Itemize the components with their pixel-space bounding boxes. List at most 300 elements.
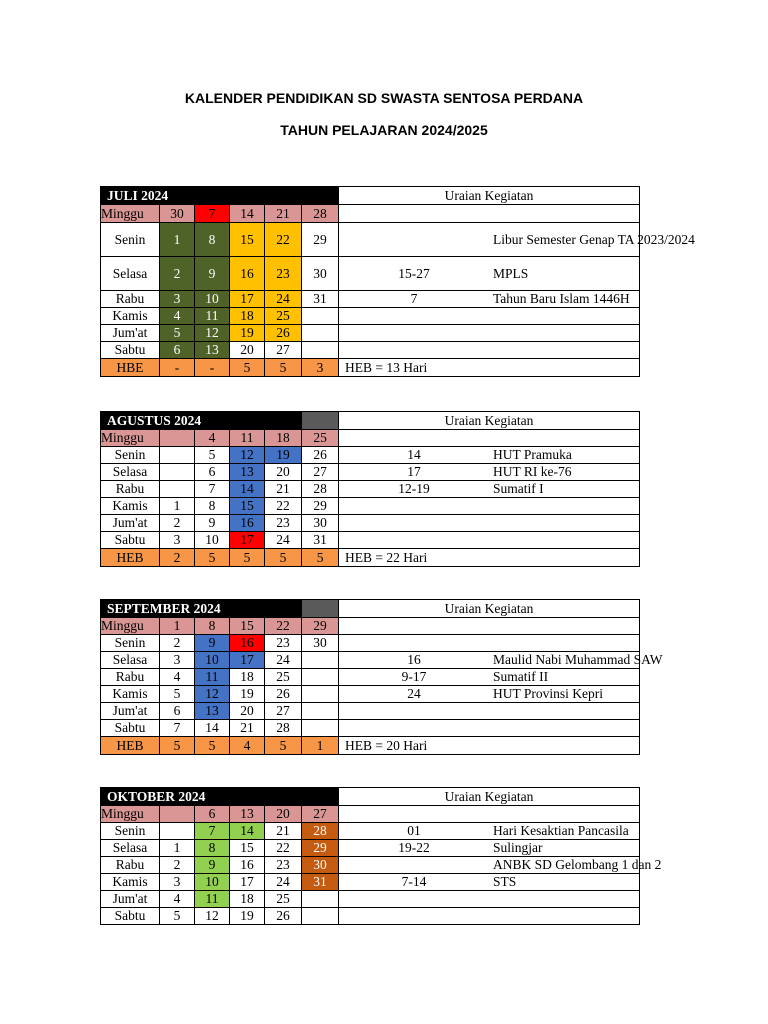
calendar-row	[101, 635, 339, 652]
date-cell: 11	[195, 891, 230, 908]
activity-row	[339, 686, 640, 703]
calendar-row	[101, 686, 339, 703]
activity-row	[339, 618, 640, 635]
date-cell: 20	[265, 464, 302, 481]
activity-text	[489, 908, 640, 925]
date-cell: 23	[265, 635, 302, 652]
date-cell	[302, 720, 339, 737]
date-cell: 30	[302, 515, 339, 532]
month-calendar-table	[100, 787, 339, 925]
date-cell: 5	[302, 549, 339, 567]
activity-date	[339, 891, 490, 908]
calendar-row	[101, 720, 339, 737]
date-cell: 28	[302, 823, 339, 840]
date-cell: 5	[265, 737, 302, 755]
calendar-row	[101, 359, 339, 377]
date-cell: 17	[230, 532, 265, 549]
activity-row	[339, 515, 640, 532]
activity-date	[339, 532, 490, 549]
date-cell: 18	[230, 891, 265, 908]
date-cell: 19	[230, 908, 265, 925]
activity-text	[489, 515, 640, 532]
activity-row	[339, 720, 640, 737]
calendar-row	[101, 652, 339, 669]
date-cell: 10	[195, 291, 230, 308]
calendar-row	[101, 447, 339, 464]
activity-table	[338, 787, 662, 925]
day-label: Rabu	[101, 669, 160, 686]
calendar-row	[101, 618, 339, 635]
date-cell: 24	[265, 652, 302, 669]
date-cell: 21	[265, 481, 302, 498]
date-cell: 6	[195, 464, 230, 481]
date-cell: 8	[195, 223, 230, 257]
date-cell: 9	[195, 857, 230, 874]
activity-header: Uraian Kegiatan	[339, 600, 640, 618]
date-cell: 13	[195, 342, 230, 359]
date-cell	[160, 481, 195, 498]
date-cell: 4	[160, 308, 195, 325]
activity-header: Uraian Kegiatan	[339, 412, 640, 430]
date-cell: 18	[265, 430, 302, 447]
date-cell: 8	[195, 840, 230, 857]
activity-date: 17	[339, 464, 490, 481]
date-cell: 4	[195, 430, 230, 447]
activity-date: 24	[339, 686, 490, 703]
activity-text	[489, 498, 640, 515]
calendar-row	[101, 823, 339, 840]
activity-row	[339, 291, 640, 308]
date-cell: 1	[160, 223, 195, 257]
calendar-row	[101, 703, 339, 720]
date-cell	[160, 464, 195, 481]
day-label: Rabu	[101, 481, 160, 498]
calendar-row	[101, 464, 339, 481]
date-cell: 23	[265, 257, 302, 291]
activity-date: 01	[339, 823, 490, 840]
date-cell: 25	[265, 308, 302, 325]
activity-date: 7	[339, 291, 490, 308]
date-cell: 2	[160, 635, 195, 652]
day-label: Kamis	[101, 308, 160, 325]
month-header-filler	[302, 187, 339, 205]
calendar-row	[101, 532, 339, 549]
date-cell: 20	[230, 342, 265, 359]
day-label: Jum'at	[101, 515, 160, 532]
date-cell: 29	[302, 840, 339, 857]
month-name: JULI 2024	[101, 187, 302, 205]
calendar-row	[101, 908, 339, 925]
date-cell: 17	[230, 291, 265, 308]
date-cell: 7	[195, 481, 230, 498]
activity-text	[489, 635, 640, 652]
activity-row	[339, 891, 640, 908]
calendar-row	[101, 223, 339, 257]
date-cell: 24	[265, 291, 302, 308]
date-cell: 31	[302, 532, 339, 549]
date-cell: 14	[230, 481, 265, 498]
date-cell: 26	[265, 908, 302, 925]
activity-table	[338, 599, 663, 755]
month-calendar-table	[100, 411, 339, 567]
date-cell: 8	[195, 618, 230, 635]
activity-text	[489, 891, 640, 908]
activity-row	[339, 823, 640, 840]
date-cell: 1	[160, 498, 195, 515]
date-cell: 30	[302, 257, 339, 291]
calendar-row	[101, 874, 339, 891]
date-cell: 3	[302, 359, 339, 377]
date-cell: 3	[160, 532, 195, 549]
date-cell: 17	[230, 874, 265, 891]
activity-text: Libur Semester Genap TA 2023/2024	[489, 223, 640, 257]
date-cell: 11	[230, 430, 265, 447]
activity-row	[339, 430, 640, 447]
activity-row	[339, 635, 640, 652]
date-cell: 25	[265, 891, 302, 908]
date-cell: 19	[230, 325, 265, 342]
date-cell: 7	[195, 205, 230, 223]
activity-row	[339, 703, 640, 720]
calendar-row	[101, 498, 339, 515]
activity-row	[339, 481, 640, 498]
date-cell: 15	[230, 840, 265, 857]
activity-header: Uraian Kegiatan	[339, 788, 640, 806]
activity-date: 14	[339, 447, 490, 464]
day-label: Sabtu	[101, 908, 160, 925]
date-cell: 12	[230, 447, 265, 464]
activity-text	[489, 720, 640, 737]
activity-text: ANBK SD Gelombang 1 dan 2	[489, 857, 640, 874]
date-cell: 8	[195, 498, 230, 515]
activity-row	[339, 669, 640, 686]
activity-text	[489, 430, 640, 447]
activity-text: Sulingjar	[489, 840, 640, 857]
activity-text	[489, 205, 640, 223]
date-cell: 15	[230, 223, 265, 257]
date-cell: 10	[195, 652, 230, 669]
activity-row	[339, 874, 640, 891]
date-cell: 12	[195, 908, 230, 925]
date-cell: 6	[160, 703, 195, 720]
day-label: Selasa	[101, 652, 160, 669]
day-label: Jum'at	[101, 325, 160, 342]
activity-row	[339, 840, 640, 857]
activity-text	[489, 618, 640, 635]
date-cell: 13	[230, 806, 265, 823]
date-cell: 9	[195, 635, 230, 652]
activity-text: HUT Provinsi Kepri	[489, 686, 640, 703]
calendar-row	[101, 515, 339, 532]
activity-row	[339, 498, 640, 515]
activity-text: HUT Pramuka	[489, 447, 640, 464]
date-cell: 28	[302, 481, 339, 498]
activity-text	[489, 703, 640, 720]
day-label: Rabu	[101, 857, 160, 874]
date-cell: 4	[230, 737, 265, 755]
date-cell: 5	[230, 549, 265, 567]
activity-text	[489, 806, 640, 823]
activity-row	[339, 308, 640, 325]
activity-row	[339, 257, 640, 291]
date-cell: 30	[160, 205, 195, 223]
calendar-row	[101, 840, 339, 857]
activity-date	[339, 325, 490, 342]
activity-date: 9-17	[339, 669, 490, 686]
date-cell: 13	[230, 464, 265, 481]
date-cell: 18	[230, 669, 265, 686]
date-cell: 5	[160, 737, 195, 755]
date-cell: 2	[160, 515, 195, 532]
calendar-row	[101, 342, 339, 359]
calendar-row	[101, 291, 339, 308]
activity-date: 15-27	[339, 257, 490, 291]
calendar-row	[101, 737, 339, 755]
day-label: HBE	[101, 359, 160, 377]
date-cell: 27	[302, 464, 339, 481]
activity-text	[489, 308, 640, 325]
activity-row	[339, 325, 640, 342]
date-cell: 3	[160, 874, 195, 891]
calendar-row	[101, 669, 339, 686]
day-label: Senin	[101, 447, 160, 464]
date-cell: 26	[265, 686, 302, 703]
day-label: Jum'at	[101, 891, 160, 908]
date-cell: 13	[195, 703, 230, 720]
date-cell: 1	[302, 737, 339, 755]
month-calendar-table	[100, 599, 339, 755]
activity-row	[339, 857, 640, 874]
date-cell	[302, 669, 339, 686]
date-cell: 16	[230, 515, 265, 532]
activity-date	[339, 515, 490, 532]
date-cell: 12	[195, 686, 230, 703]
date-cell	[302, 891, 339, 908]
date-cell: 21	[265, 823, 302, 840]
date-cell: 27	[302, 806, 339, 823]
date-cell: 5	[265, 549, 302, 567]
activity-text: Sumatif II	[489, 669, 640, 686]
date-cell	[302, 686, 339, 703]
date-cell: 10	[195, 532, 230, 549]
month-header-filler	[302, 788, 339, 806]
date-cell: 3	[160, 652, 195, 669]
calendar-row	[101, 257, 339, 291]
date-cell: -	[195, 359, 230, 377]
activity-date	[339, 618, 490, 635]
activity-date	[339, 703, 490, 720]
date-cell: 18	[230, 308, 265, 325]
date-cell: 22	[265, 618, 302, 635]
day-label: Selasa	[101, 464, 160, 481]
date-cell	[160, 447, 195, 464]
activity-date	[339, 720, 490, 737]
date-cell: 17	[230, 652, 265, 669]
activity-date	[339, 857, 490, 874]
date-cell: 5	[195, 549, 230, 567]
page-subtitle: TAHUN PELAJARAN 2024/2025	[280, 122, 488, 138]
activity-header: Uraian Kegiatan	[339, 187, 640, 205]
activity-date	[339, 498, 490, 515]
day-label: Kamis	[101, 686, 160, 703]
day-label: Minggu	[101, 806, 160, 823]
month-name: AGUSTUS 2024	[101, 412, 302, 430]
activity-date	[339, 205, 490, 223]
date-cell: 16	[230, 257, 265, 291]
date-cell: 5	[160, 908, 195, 925]
activity-date: 16	[339, 652, 490, 669]
day-label: Senin	[101, 635, 160, 652]
date-cell: 15	[230, 618, 265, 635]
day-label: Sabtu	[101, 532, 160, 549]
activity-text	[489, 532, 640, 549]
activity-text: Maulid Nabi Muhammad SAW	[489, 652, 640, 669]
activity-date	[339, 308, 490, 325]
date-cell: 22	[265, 840, 302, 857]
day-label: Minggu	[101, 430, 160, 447]
month-calendar-table	[100, 186, 339, 377]
date-cell: 4	[160, 669, 195, 686]
date-cell	[302, 652, 339, 669]
activity-row	[339, 652, 640, 669]
date-cell: 2	[160, 257, 195, 291]
date-cell: 5	[265, 359, 302, 377]
date-cell: 26	[265, 325, 302, 342]
day-label: HEB	[101, 737, 160, 755]
date-cell	[302, 308, 339, 325]
activity-text: Sumatif I	[489, 481, 640, 498]
day-label: Selasa	[101, 840, 160, 857]
date-cell: 14	[230, 823, 265, 840]
date-cell: -	[160, 359, 195, 377]
date-cell: 12	[195, 325, 230, 342]
day-label: Senin	[101, 223, 160, 257]
calendar-row	[101, 308, 339, 325]
date-cell: 15	[230, 498, 265, 515]
activity-date	[339, 635, 490, 652]
date-cell: 9	[195, 515, 230, 532]
date-cell: 25	[302, 430, 339, 447]
activity-row	[339, 532, 640, 549]
date-cell: 16	[230, 635, 265, 652]
day-label: Senin	[101, 823, 160, 840]
date-cell: 5	[160, 325, 195, 342]
activity-text: Hari Kesaktian Pancasila	[489, 823, 640, 840]
date-cell	[302, 325, 339, 342]
activity-date	[339, 223, 490, 257]
calendar-row	[101, 481, 339, 498]
activity-row	[339, 908, 640, 925]
date-cell: 28	[265, 720, 302, 737]
month-name: OKTOBER 2024	[101, 788, 302, 806]
date-cell: 21	[230, 720, 265, 737]
activity-row	[339, 464, 640, 481]
date-cell: 9	[195, 257, 230, 291]
activity-date	[339, 806, 490, 823]
day-label: Minggu	[101, 618, 160, 635]
heb-summary: HEB = 22 Hari	[339, 549, 640, 567]
date-cell: 28	[302, 205, 339, 223]
date-cell: 31	[302, 291, 339, 308]
activity-date	[339, 430, 490, 447]
date-cell	[160, 823, 195, 840]
day-label: Jum'at	[101, 703, 160, 720]
day-label: HEB	[101, 549, 160, 567]
date-cell: 7	[160, 720, 195, 737]
activity-date	[339, 908, 490, 925]
date-cell: 22	[265, 498, 302, 515]
activity-row	[339, 223, 640, 257]
date-cell: 7	[195, 823, 230, 840]
heb-summary: HEB = 20 Hari	[339, 737, 640, 755]
calendar-row	[101, 430, 339, 447]
calendar-row	[101, 857, 339, 874]
page-title: KALENDER PENDIDIKAN SD SWASTA SENTOSA PERDANA	[184, 90, 584, 106]
calendar-row	[101, 891, 339, 908]
date-cell: 29	[302, 498, 339, 515]
month-header-filler	[302, 600, 339, 618]
date-cell: 2	[160, 549, 195, 567]
month-name: SEPTEMBER 2024	[101, 600, 302, 618]
activity-row	[339, 447, 640, 464]
date-cell: 29	[302, 618, 339, 635]
date-cell: 30	[302, 857, 339, 874]
activity-table	[338, 186, 695, 377]
date-cell	[302, 342, 339, 359]
date-cell: 5	[160, 686, 195, 703]
date-cell: 24	[265, 874, 302, 891]
date-cell: 4	[160, 891, 195, 908]
activity-text: Tahun Baru Islam 1446H	[489, 291, 640, 308]
month-header-filler	[302, 412, 339, 430]
date-cell: 5	[195, 447, 230, 464]
activity-date	[339, 342, 490, 359]
date-cell: 31	[302, 874, 339, 891]
date-cell: 10	[195, 874, 230, 891]
date-cell: 29	[302, 223, 339, 257]
date-cell	[160, 806, 195, 823]
date-cell: 21	[265, 205, 302, 223]
calendar-row	[101, 806, 339, 823]
heb-summary: HEB = 13 Hari	[339, 359, 640, 377]
date-cell: 25	[265, 669, 302, 686]
date-cell	[302, 908, 339, 925]
date-cell: 2	[160, 857, 195, 874]
date-cell: 27	[265, 703, 302, 720]
date-cell: 11	[195, 669, 230, 686]
activity-text	[489, 325, 640, 342]
date-cell: 11	[195, 308, 230, 325]
calendar-row	[101, 205, 339, 223]
date-cell: 23	[265, 515, 302, 532]
activity-table	[338, 411, 640, 567]
date-cell: 6	[195, 806, 230, 823]
date-cell: 23	[265, 857, 302, 874]
activity-text: STS	[489, 874, 640, 891]
date-cell	[302, 703, 339, 720]
date-cell: 19	[265, 447, 302, 464]
activity-text	[489, 342, 640, 359]
date-cell: 20	[265, 806, 302, 823]
date-cell: 14	[230, 205, 265, 223]
day-label: Sabtu	[101, 720, 160, 737]
date-cell: 16	[230, 857, 265, 874]
activity-date: 19-22	[339, 840, 490, 857]
day-label: Kamis	[101, 498, 160, 515]
date-cell: 5	[230, 359, 265, 377]
date-cell: 6	[160, 342, 195, 359]
date-cell	[160, 430, 195, 447]
